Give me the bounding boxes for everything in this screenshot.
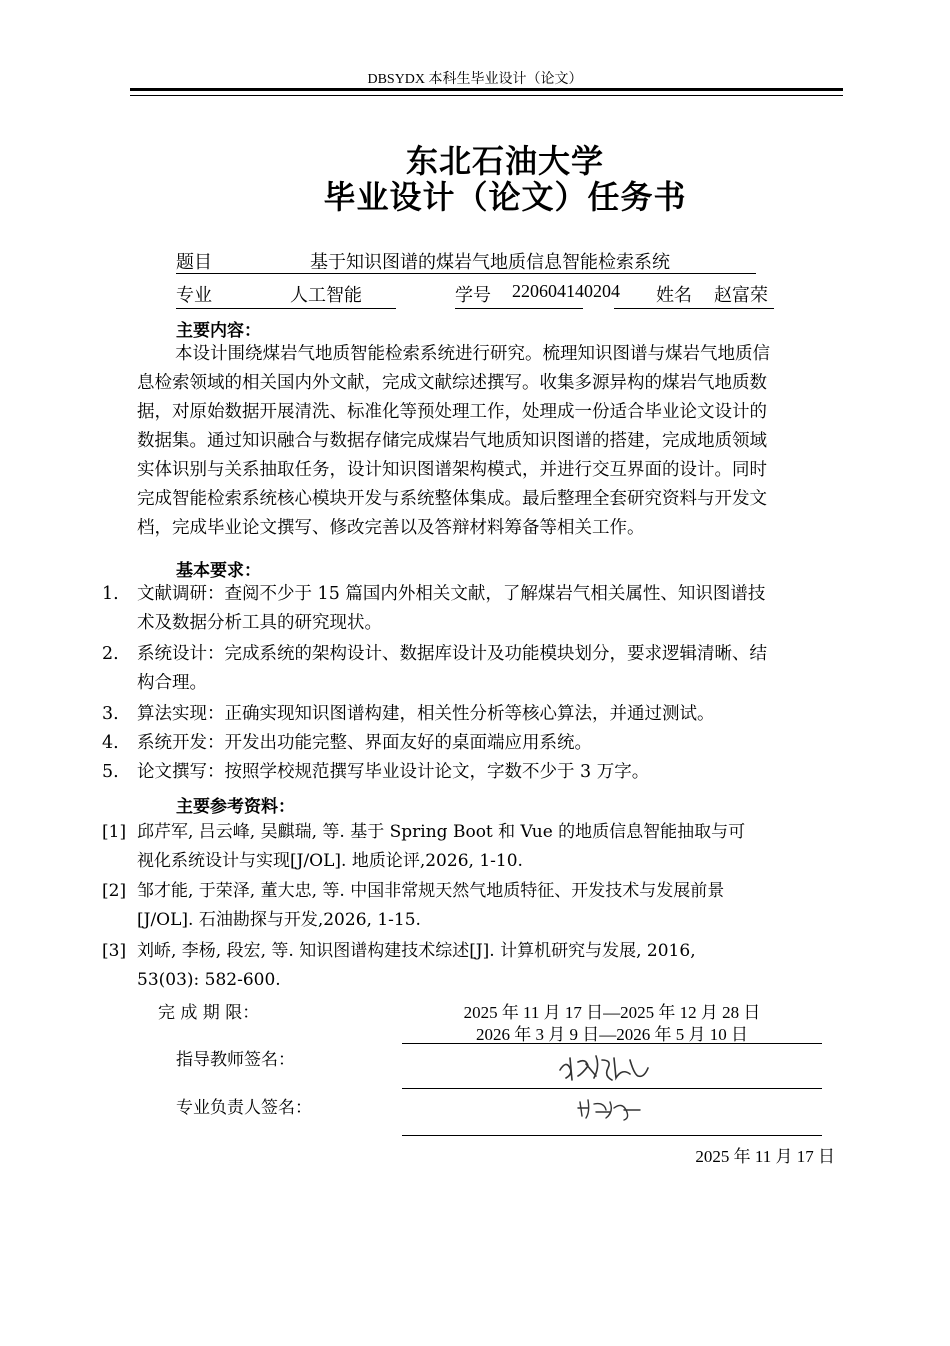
requirement-item (137, 580, 837, 638)
requirements-heading: 基本要求： (176, 561, 261, 581)
reference-item (137, 937, 837, 995)
header-rule-thin (130, 95, 843, 96)
requirement-item (137, 700, 837, 729)
major-value: 人工智能 (290, 285, 362, 306)
reference-line: 刘峤, 李杨, 段宏, 等. 知识图谱构建技术综述[J]. 计算机研究与发展, 2016, (137, 941, 696, 961)
name-underline (614, 308, 774, 309)
requirement-item (137, 729, 837, 758)
major-underline (176, 308, 396, 309)
main-content-line: 据，对原始数据开展清洗、标准化等预处理工作，处理成一份适合毕业论文设计的 (137, 402, 767, 422)
requirement-line: 构合理。 (137, 673, 207, 693)
main-content-heading: 主要内容： (176, 321, 261, 341)
name-label: 姓名 (656, 285, 692, 306)
student-id-underline (455, 308, 583, 309)
requirement-line: 文献调研：查阅不少于 15 篇国内外相关文献，了解煤岩气相关属性、知识图谱技 (137, 584, 766, 604)
main-content-line: 息检索领域的相关国内外文献，完成文献综述撰写。收集多源异构的煤岩气地质数 (137, 373, 767, 393)
reference-line: 邱芹军, 吕云峰, 吴麒瑞, 等. 基于 Spring Boot 和 Vue 的地质信息智能抽取与可 (137, 822, 746, 842)
references-heading: 主要参考资料： (176, 797, 295, 817)
topic-label: 题目 (176, 252, 212, 273)
topic-value: 基于知识图谱的煤岩气地质信息智能检索系统 (310, 252, 670, 273)
requirement-item (137, 758, 837, 787)
requirement-number: 2. (102, 644, 119, 664)
reference-item (137, 877, 837, 935)
requirement-number: 5. (102, 762, 119, 782)
requirement-line: 系统开发：开发出功能完整、界面友好的桌面端应用系统。 (137, 733, 592, 753)
advisor-signature-image (556, 1050, 656, 1084)
requirement-number: 1. (102, 584, 119, 604)
reference-line: [J/OL]. 石油勘探与开发,2026, 1-15. (137, 910, 421, 930)
deadline-label: 完 成 期 限： (158, 1003, 260, 1023)
document-date: 2025 年 11 月 17 日 (695, 1147, 835, 1166)
head-signature-label: 专业负责人签名： (176, 1098, 312, 1118)
main-content-line: 数据集。通过知识融合与数据存储完成煤岩气地质知识图谱的搭建，完成地质领域 (137, 431, 767, 451)
requirement-item (137, 640, 837, 698)
student-id-value: 220604140204 (512, 281, 620, 301)
topic-underline (176, 273, 756, 274)
deadline-range-2: 2026 年 3 月 9 日—2026 年 5 月 10 日 (476, 1025, 748, 1044)
reference-line: 邹才能, 于荣泽, 董大忠, 等. 中国非常规天然气地质特征、开发技术与发展前景 (137, 881, 725, 901)
requirement-line: 论文撰写：按照学校规范撰写毕业设计论文，字数不少于 3 万字。 (137, 762, 650, 782)
advisor-signature-label: 指导教师签名： (176, 1050, 295, 1070)
reference-number: [1] (102, 822, 127, 842)
requirement-number: 4. (102, 733, 119, 753)
requirement-line: 术及数据分析工具的研究现状。 (137, 613, 382, 633)
head-signature-line (402, 1135, 822, 1136)
main-content-line: 完成智能检索系统核心模块开发与系统整体集成。最后整理全套研究资料与开发文 (137, 489, 767, 509)
name-value: 赵富荣 (714, 285, 768, 306)
main-content-body (137, 340, 837, 543)
reference-line: 53(03): 582-600. (137, 970, 281, 990)
requirement-line: 算法实现：正确实现知识图谱构建，相关性分析等核心算法，并通过测试。 (137, 704, 715, 724)
reference-item (137, 818, 837, 876)
header-rule-thick (130, 88, 843, 91)
main-content-line: 实体识别与关系抽取任务，设计知识图谱架构模式，并进行交互界面的设计。同时 (137, 460, 767, 480)
deadline-range-1: 2025 年 11 月 17 日—2025 年 12 月 28 日 (463, 1003, 761, 1022)
student-id-label: 学号 (455, 285, 491, 306)
advisor-signature-line (402, 1088, 822, 1089)
reference-number: [3] (102, 941, 127, 961)
reference-number: [2] (102, 881, 127, 901)
university-title: 东北石油大学 (405, 142, 604, 180)
head-signature-image (574, 1094, 644, 1124)
main-content-line: 档，完成毕业论文撰写、修改完善以及答辩材料筹备等相关工作。 (137, 518, 645, 538)
running-header: DBSYDX 本科生毕业设计（论文） (367, 72, 583, 87)
requirement-line: 系统设计：完成系统的架构设计、数据库设计及功能模块划分，要求逻辑清晰、结 (137, 644, 767, 664)
requirement-number: 3. (102, 704, 119, 724)
major-label: 专业 (176, 285, 212, 306)
document-title: 毕业设计（论文）任务书 (323, 178, 687, 216)
reference-line: 视化系统设计与实现[J/OL]. 地质论评,2026, 1-10. (137, 851, 523, 871)
main-content-line: 本设计围绕煤岩气地质智能检索系统进行研究。梳理知识图谱与煤岩气地质信 (175, 344, 770, 364)
deadline-underline (402, 1043, 822, 1044)
